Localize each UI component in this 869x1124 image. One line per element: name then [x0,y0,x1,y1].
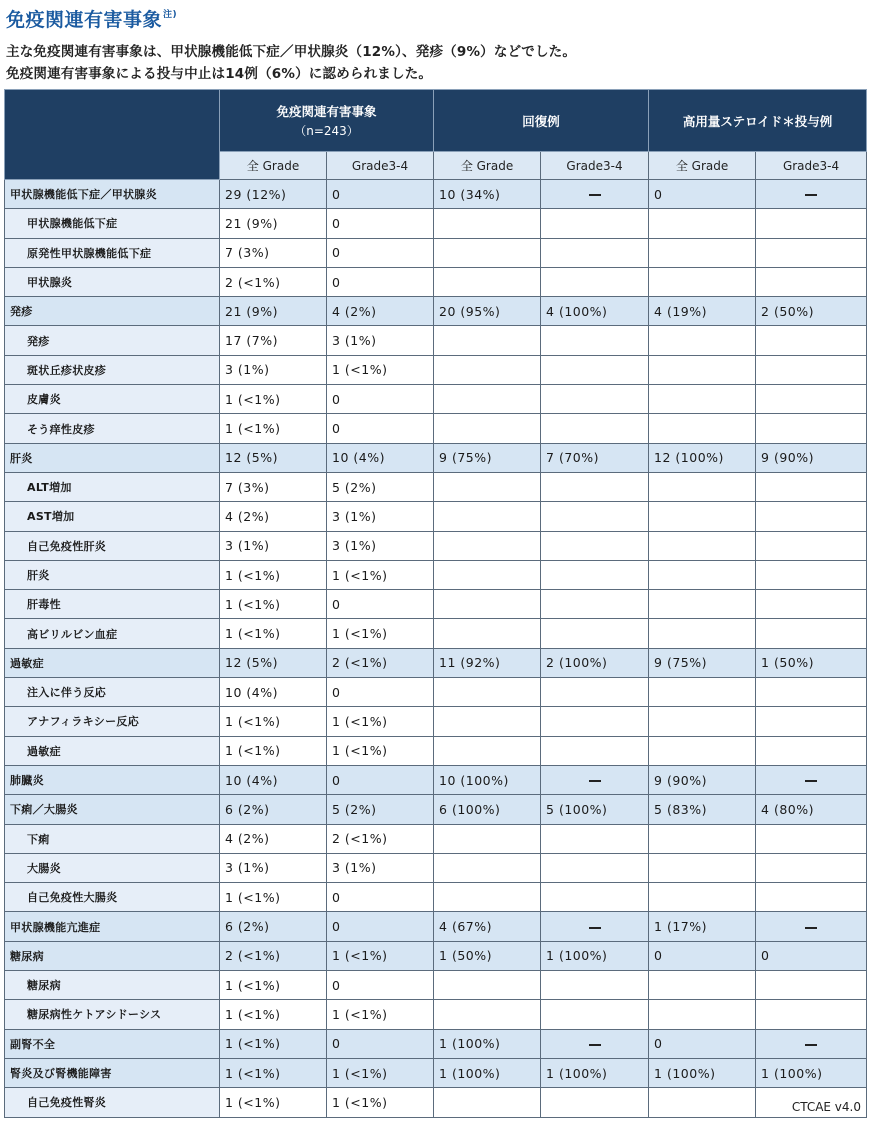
table-row [5,883,867,912]
value-cell: 0 [756,941,867,970]
value-cell: 0 [327,765,434,794]
lead-text-2: 免疫関連有害事象による投与中止は14例（6%）に認められました。 [6,66,433,82]
table-row [5,853,867,882]
value-cell: 7 (3%) [220,238,327,267]
dash-mark [589,194,601,196]
value-cell: 1 (<1%) [220,1000,327,1029]
dash-mark [589,1044,601,1046]
table-group-row [5,297,867,326]
value-cell: 4 (67%) [434,912,541,941]
value-cell: 1 (<1%) [220,1058,327,1087]
value-cell [756,560,867,589]
value-cell [434,736,541,765]
value-cell: 5 (2%) [327,472,434,501]
value-cell: 1 (100%) [649,1058,756,1087]
value-cell [434,472,541,501]
ctcae-version-note: CTCAE v4.0 [791,1100,861,1114]
value-cell: 10 (34%) [434,180,541,209]
value-cell [541,355,649,384]
dash-mark [589,927,601,929]
value-cell [434,560,541,589]
value-cell: 17 (7%) [220,326,327,355]
table-row [5,707,867,736]
value-cell [649,707,756,736]
not-applicable-dash [756,912,867,941]
value-cell: 1 (<1%) [220,560,327,589]
value-cell: 0 [327,209,434,238]
event-name: 肝炎 [5,560,220,589]
event-name: 副腎不全 [5,1029,220,1058]
value-cell: 9 (90%) [756,443,867,472]
value-cell [649,1000,756,1029]
value-cell [541,1088,649,1117]
value-cell [756,1000,867,1029]
value-cell: 0 [649,941,756,970]
value-cell: 1 (100%) [434,1058,541,1087]
value-cell: 12 (5%) [220,648,327,677]
value-cell [756,502,867,531]
header-irae: 免疫関連有害事象 （n=243） [220,90,434,152]
value-cell: 0 [327,912,434,941]
dash-mark [805,1044,817,1046]
table-row [5,502,867,531]
value-cell [649,238,756,267]
table-row [5,619,867,648]
event-name: 甲状腺機能低下症／甲状腺炎 [5,180,220,209]
value-cell: 0 [327,414,434,443]
header-all-grade: 全 Grade [649,152,756,180]
event-name: アナフィラキシー反応 [5,707,220,736]
event-name: ALT増加 [5,472,220,501]
value-cell: 11 (92%) [434,648,541,677]
value-cell: 7 (3%) [220,472,327,501]
value-cell: 1 (<1%) [327,1088,434,1117]
value-cell [756,355,867,384]
title-footnote-mark: 注) [163,10,178,20]
table-group-row [5,795,867,824]
value-cell [756,736,867,765]
value-cell [756,472,867,501]
value-cell [756,853,867,882]
value-cell [756,678,867,707]
table-group-row [5,180,867,209]
dash-mark [805,927,817,929]
value-cell [649,560,756,589]
value-cell [434,883,541,912]
table-group-row [5,1029,867,1058]
table-row [5,590,867,619]
value-cell [434,502,541,531]
header-all-grade: 全 Grade [220,152,327,180]
value-cell: 0 [327,238,434,267]
value-cell: 0 [327,883,434,912]
header-grade34: Grade3-4 [541,152,649,180]
value-cell: 1 (<1%) [220,707,327,736]
value-cell: 1 (100%) [434,1029,541,1058]
value-cell [649,1088,756,1117]
value-cell: 1 (<1%) [220,1029,327,1058]
value-cell [541,209,649,238]
event-name: 発疹 [5,297,220,326]
value-cell [649,971,756,1000]
value-cell: 1 (<1%) [220,414,327,443]
event-name: 糖尿病 [5,971,220,1000]
value-cell [649,385,756,414]
event-name: 自己免疫性肝炎 [5,531,220,560]
value-cell [434,531,541,560]
value-cell: 1 (<1%) [327,707,434,736]
value-cell [756,326,867,355]
value-cell: 0 [649,1029,756,1058]
value-cell: 1 (<1%) [220,971,327,1000]
value-cell: 6 (2%) [220,795,327,824]
value-cell: 1 (<1%) [220,1088,327,1117]
dash-mark [805,194,817,196]
value-cell [434,209,541,238]
event-name: 下痢／大腸炎 [5,795,220,824]
value-cell [756,238,867,267]
table-row [5,472,867,501]
value-cell [434,619,541,648]
value-cell [434,707,541,736]
value-cell [756,883,867,912]
value-cell: 0 [327,678,434,707]
value-cell: 1 (<1%) [327,560,434,589]
value-cell: 6 (2%) [220,912,327,941]
value-cell [649,736,756,765]
not-applicable-dash [541,912,649,941]
table-group-row [5,1058,867,1087]
event-name: 下痢 [5,824,220,853]
value-cell [756,531,867,560]
value-cell: 6 (100%) [434,795,541,824]
value-cell: 1 (<1%) [220,619,327,648]
value-cell [756,824,867,853]
value-cell [649,678,756,707]
value-cell [649,267,756,296]
value-cell: 0 [649,180,756,209]
value-cell [649,619,756,648]
value-cell [434,590,541,619]
table-row [5,238,867,267]
value-cell: 1 (50%) [756,648,867,677]
event-name: 肝炎 [5,443,220,472]
header-recovered: 回復例 [434,90,649,152]
value-cell: 0 [327,590,434,619]
value-cell: 3 (1%) [220,853,327,882]
value-cell: 1 (<1%) [327,1000,434,1029]
table-row [5,971,867,1000]
value-cell [434,385,541,414]
value-cell: 3 (1%) [327,502,434,531]
header-n-count: （n=243） [294,124,359,138]
event-name: 過敏症 [5,736,220,765]
table-group-row [5,648,867,677]
table-row [5,531,867,560]
value-cell: 2 (50%) [756,297,867,326]
event-name: 発疹 [5,326,220,355]
value-cell: 4 (19%) [649,297,756,326]
event-name: 注入に伴う反応 [5,678,220,707]
value-cell: 1 (<1%) [327,736,434,765]
dash-mark [805,780,817,782]
value-cell [756,707,867,736]
value-cell [756,385,867,414]
value-cell [541,883,649,912]
value-cell: 4 (2%) [327,297,434,326]
value-cell [756,619,867,648]
value-cell [541,971,649,1000]
value-cell [541,736,649,765]
table-row [5,824,867,853]
value-cell: 5 (2%) [327,795,434,824]
header-grade34: Grade3-4 [756,152,867,180]
value-cell: 0 [327,971,434,1000]
event-name: そう痒性皮疹 [5,414,220,443]
not-applicable-dash [541,765,649,794]
value-cell [541,385,649,414]
event-name: 高ビリルビン血症 [5,619,220,648]
value-cell: 1 (<1%) [327,355,434,384]
value-cell: 12 (100%) [649,443,756,472]
value-cell: 3 (1%) [327,531,434,560]
value-cell: 12 (5%) [220,443,327,472]
event-name: 甲状腺機能亢進症 [5,912,220,941]
value-cell: 0 [327,267,434,296]
value-cell [756,971,867,1000]
value-cell [541,678,649,707]
value-cell: 3 (1%) [327,326,434,355]
value-cell: 5 (100%) [541,795,649,824]
value-cell: 1 (<1%) [220,736,327,765]
value-cell [434,267,541,296]
value-cell: 2 (100%) [541,648,649,677]
event-name: 原発性甲状腺機能低下症 [5,238,220,267]
value-cell [649,414,756,443]
value-cell: 1 (<1%) [327,619,434,648]
value-cell [541,560,649,589]
value-cell: 9 (75%) [434,443,541,472]
value-cell: 1 (<1%) [327,941,434,970]
value-cell [434,414,541,443]
adverse-events-table [4,89,867,1118]
value-cell [541,531,649,560]
value-cell [541,502,649,531]
value-cell: 4 (2%) [220,502,327,531]
value-cell: 1 (50%) [434,941,541,970]
event-name: 自己免疫性大腸炎 [5,883,220,912]
event-name: 肺臓炎 [5,765,220,794]
table-body [5,180,867,1118]
table-row [5,736,867,765]
value-cell [649,590,756,619]
table-row [5,355,867,384]
event-name: 皮膚炎 [5,385,220,414]
value-cell [434,238,541,267]
table-group-row [5,941,867,970]
event-name: 斑状丘疹状皮疹 [5,355,220,384]
table-row [5,678,867,707]
value-cell [434,678,541,707]
value-cell: 10 (100%) [434,765,541,794]
header-row-main [5,90,867,152]
table-row [5,560,867,589]
value-cell: 0 [327,1029,434,1058]
not-applicable-dash [756,1029,867,1058]
table-row [5,385,867,414]
event-name: 甲状腺炎 [5,267,220,296]
value-cell [541,853,649,882]
value-cell: 3 (1%) [220,531,327,560]
not-applicable-dash [541,1029,649,1058]
lead-text-1: 主な免疫関連有害事象は、甲状腺機能低下症／甲状腺炎（12%）、発疹（9%）などでした。 [6,44,577,60]
value-cell: 0 [327,385,434,414]
value-cell [434,355,541,384]
value-cell: 1 (<1%) [220,590,327,619]
table-row [5,1088,867,1117]
page-title: 免疫関連有害事象$^{注)}$ [6,9,178,31]
value-cell: 9 (75%) [649,648,756,677]
dash-mark [589,780,601,782]
value-cell: 10 (4%) [220,765,327,794]
value-cell: 4 (100%) [541,297,649,326]
table-group-row [5,765,867,794]
event-name: 糖尿病 [5,941,220,970]
value-cell [434,853,541,882]
value-cell [434,326,541,355]
not-applicable-dash [756,180,867,209]
value-cell: 2 (<1%) [327,824,434,853]
table-row [5,267,867,296]
table-row [5,1000,867,1029]
value-cell: 10 (4%) [327,443,434,472]
value-cell: 2 (<1%) [220,267,327,296]
value-cell [756,590,867,619]
value-cell [541,238,649,267]
table-group-row [5,443,867,472]
event-name: 大腸炎 [5,853,220,882]
value-cell: 10 (4%) [220,678,327,707]
value-cell [541,824,649,853]
value-cell [541,619,649,648]
event-name: 過敏症 [5,648,220,677]
value-cell [756,209,867,238]
table-row [5,326,867,355]
value-cell [541,1000,649,1029]
value-cell: 4 (80%) [756,795,867,824]
not-applicable-dash [541,180,649,209]
table-row [5,414,867,443]
event-name: 糖尿病性ケトアシドーシス [5,1000,220,1029]
header-corner-cell [5,90,220,180]
value-cell [756,267,867,296]
event-name: 甲状腺機能低下症 [5,209,220,238]
value-cell: 21 (9%) [220,297,327,326]
value-cell: 3 (1%) [327,853,434,882]
event-name: AST増加 [5,502,220,531]
value-cell: 1 (<1%) [220,385,327,414]
table-row [5,209,867,238]
header-grade34: Grade3-4 [327,152,434,180]
value-cell [541,590,649,619]
table-group-row [5,912,867,941]
value-cell: 1 (<1%) [220,883,327,912]
value-cell: 7 (70%) [541,443,649,472]
value-cell: 2 (<1%) [220,941,327,970]
value-cell: 1 (17%) [649,912,756,941]
value-cell [541,414,649,443]
value-cell [434,971,541,1000]
value-cell [649,502,756,531]
value-cell [649,472,756,501]
value-cell: 29 (12%) [220,180,327,209]
event-name: 腎炎及び腎機能障害 [5,1058,220,1087]
value-cell: 0 [327,180,434,209]
value-cell: 20 (95%) [434,297,541,326]
header-all-grade: 全 Grade [434,152,541,180]
event-name: 肝毒性 [5,590,220,619]
value-cell [434,1088,541,1117]
value-cell: 3 (1%) [220,355,327,384]
header-high-dose-steroid: 高用量ステロイド＊投与例 [649,90,867,152]
value-cell: 1 (<1%) [327,1058,434,1087]
value-cell: 9 (90%) [649,765,756,794]
value-cell [434,1000,541,1029]
value-cell [434,824,541,853]
value-cell [649,531,756,560]
not-applicable-dash [756,765,867,794]
event-name: 自己免疫性腎炎 [5,1088,220,1117]
value-cell [649,853,756,882]
value-cell [649,883,756,912]
value-cell: 5 (83%) [649,795,756,824]
value-cell: 21 (9%) [220,209,327,238]
value-cell [649,326,756,355]
value-cell: 4 (2%) [220,824,327,853]
value-cell: 1 (100%) [541,941,649,970]
value-cell: 1 (100%) [756,1058,867,1087]
value-cell [541,707,649,736]
value-cell [541,472,649,501]
value-cell [756,414,867,443]
value-cell [541,267,649,296]
value-cell: 1 (100%) [541,1058,649,1087]
value-cell: 2 (<1%) [327,648,434,677]
value-cell [649,209,756,238]
value-cell [649,355,756,384]
value-cell [541,326,649,355]
value-cell [649,824,756,853]
